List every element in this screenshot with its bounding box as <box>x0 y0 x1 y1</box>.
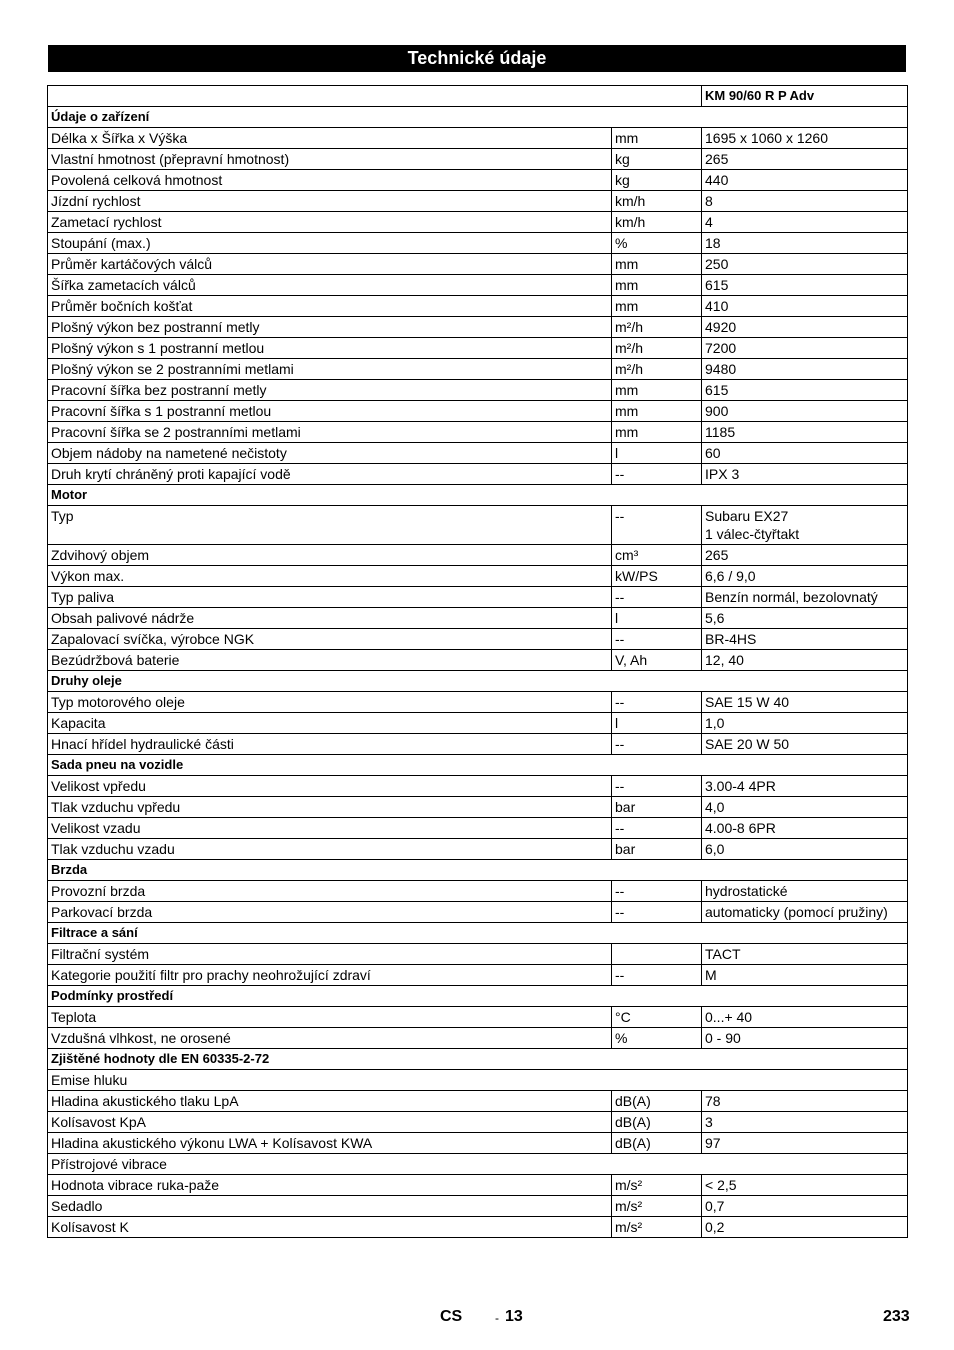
footer-section-page: 13 <box>505 1308 523 1325</box>
param-value: 60 <box>702 443 908 464</box>
param-label: Typ motorového oleje <box>48 692 612 713</box>
table-row <box>48 506 908 545</box>
param-label: Druh krytí chráněný proti kapající vodě <box>48 464 612 485</box>
param-label: Hladina akustického výkonu LWA + Kolísavost KWA <box>48 1133 612 1154</box>
param-unit: mm <box>612 128 702 149</box>
param-unit: mm <box>612 275 702 296</box>
param-value: 615 <box>702 275 908 296</box>
param-value: 4.00-8 6PR <box>702 818 908 839</box>
param-unit: mm <box>612 296 702 317</box>
table-row <box>48 254 908 275</box>
param-label: Jízdní rychlost <box>48 191 612 212</box>
param-label: Hladina akustického tlaku LpA <box>48 1091 612 1112</box>
param-value: 265 <box>702 545 908 566</box>
section-row <box>48 860 908 881</box>
param-unit: m/s² <box>612 1175 702 1196</box>
table-row <box>48 338 908 359</box>
param-label: Velikost vpředu <box>48 776 612 797</box>
table-row <box>48 797 908 818</box>
param-unit: °C <box>612 1007 702 1028</box>
param-value: 3.00-4 4PR <box>702 776 908 797</box>
param-label: Parkovací brzda <box>48 902 612 923</box>
table-row <box>48 776 908 797</box>
table-row <box>48 839 908 860</box>
param-value: 1695 x 1060 x 1260 <box>702 128 908 149</box>
param-label: Výkon max. <box>48 566 612 587</box>
page-title: Technické údaje <box>48 45 906 72</box>
section-title: Brzda <box>48 860 908 881</box>
param-value: 4,0 <box>702 797 908 818</box>
table-row <box>48 608 908 629</box>
param-label: Zametací rychlost <box>48 212 612 233</box>
section-row <box>48 1049 908 1070</box>
table-row <box>48 629 908 650</box>
section-row <box>48 485 908 506</box>
table-row <box>48 965 908 986</box>
param-unit: cm³ <box>612 545 702 566</box>
param-unit: -- <box>612 692 702 713</box>
param-value: 7200 <box>702 338 908 359</box>
param-value: 0 - 90 <box>702 1028 908 1049</box>
section-row <box>48 986 908 1007</box>
param-unit: dB(A) <box>612 1091 702 1112</box>
param-label: Kolísavost K <box>48 1217 612 1238</box>
param-label: Kategorie použití filtr pro prachy neohrožující zdraví <box>48 965 612 986</box>
param-value: TACT <box>702 944 908 965</box>
param-label: Délka x Šířka x Výška <box>48 128 612 149</box>
param-label: Plošný výkon se 2 postranními metlami <box>48 359 612 380</box>
param-label: Hodnota vibrace ruka-paže <box>48 1175 612 1196</box>
param-unit: kW/PS <box>612 566 702 587</box>
spec-table <box>47 85 908 1238</box>
param-value: 1185 <box>702 422 908 443</box>
section-title: Zjištěné hodnoty dle EN 60335-2-72 <box>48 1049 908 1070</box>
param-value: 6,6 / 9,0 <box>702 566 908 587</box>
table-row <box>48 1217 908 1238</box>
param-label: Průměr kartáčových válců <box>48 254 612 275</box>
param-value: 410 <box>702 296 908 317</box>
section-title: Motor <box>48 485 908 506</box>
param-label: Filtrační systém <box>48 944 612 965</box>
table-row <box>48 1133 908 1154</box>
param-value: 0...+ 40 <box>702 1007 908 1028</box>
param-value: 250 <box>702 254 908 275</box>
footer-language: CS <box>440 1308 463 1325</box>
param-unit: -- <box>612 881 702 902</box>
param-unit: km/h <box>612 191 702 212</box>
param-unit: dB(A) <box>612 1112 702 1133</box>
param-value: Benzín normál, bezolovnatý <box>702 587 908 608</box>
table-row <box>48 1007 908 1028</box>
param-label: Typ <box>48 506 612 545</box>
footer-page-number: 233 <box>883 1308 910 1325</box>
section-row <box>48 755 908 776</box>
table-row <box>48 296 908 317</box>
table-row <box>48 881 908 902</box>
table-row <box>48 464 908 485</box>
param-value: 440 <box>702 170 908 191</box>
section-row <box>48 671 908 692</box>
param-value: 3 <box>702 1112 908 1133</box>
param-value: 0,7 <box>702 1196 908 1217</box>
param-unit: l <box>612 443 702 464</box>
section-title: Druhy oleje <box>48 671 908 692</box>
table-row <box>48 422 908 443</box>
param-unit: l <box>612 713 702 734</box>
param-unit: -- <box>612 464 702 485</box>
param-unit: mm <box>612 422 702 443</box>
param-value: 0,2 <box>702 1217 908 1238</box>
param-unit: mm <box>612 401 702 422</box>
param-unit: V, Ah <box>612 650 702 671</box>
table-row <box>48 1175 908 1196</box>
param-unit: km/h <box>612 212 702 233</box>
param-value: 900 <box>702 401 908 422</box>
table-row <box>48 212 908 233</box>
table-row <box>48 587 908 608</box>
param-label: Bezúdržbová baterie <box>48 650 612 671</box>
param-label: Objem nádoby na nametené nečistoty <box>48 443 612 464</box>
param-unit: mm <box>612 380 702 401</box>
param-label: Pracovní šířka se 2 postranními metlami <box>48 422 612 443</box>
param-value: IPX 3 <box>702 464 908 485</box>
table-row <box>48 944 908 965</box>
param-unit: m²/h <box>612 338 702 359</box>
table-row <box>48 380 908 401</box>
footer-dash: - <box>495 1311 499 1325</box>
param-value: 615 <box>702 380 908 401</box>
param-value: 97 <box>702 1133 908 1154</box>
param-label: Pracovní šířka bez postranní metly <box>48 380 612 401</box>
param-label: Obsah palivové nádrže <box>48 608 612 629</box>
param-unit: -- <box>612 629 702 650</box>
param-unit: m/s² <box>612 1196 702 1217</box>
table-row <box>48 275 908 296</box>
param-unit: -- <box>612 965 702 986</box>
param-unit: bar <box>612 797 702 818</box>
param-unit: mm <box>612 254 702 275</box>
table-row <box>48 401 908 422</box>
subsection-title: Přístrojové vibrace <box>48 1154 908 1175</box>
param-value: SAE 15 W 40 <box>702 692 908 713</box>
param-label: Hnací hřídel hydraulické části <box>48 734 612 755</box>
param-unit: dB(A) <box>612 1133 702 1154</box>
param-unit: bar <box>612 839 702 860</box>
param-value: 4920 <box>702 317 908 338</box>
param-value: 18 <box>702 233 908 254</box>
table-row <box>48 566 908 587</box>
param-unit: -- <box>612 587 702 608</box>
param-value: 12, 40 <box>702 650 908 671</box>
param-label: Velikost vzadu <box>48 818 612 839</box>
param-value: < 2,5 <box>702 1175 908 1196</box>
table-row <box>48 902 908 923</box>
table-row <box>48 317 908 338</box>
table-row <box>48 1091 908 1112</box>
section-row <box>48 923 908 944</box>
param-label: Provozní brzda <box>48 881 612 902</box>
param-label: Vzdušná vlhkost, ne orosené <box>48 1028 612 1049</box>
param-unit: m/s² <box>612 1217 702 1238</box>
param-label: Pracovní šířka s 1 postranní metlou <box>48 401 612 422</box>
param-label: Zapalovací svíčka, výrobce NGK <box>48 629 612 650</box>
param-label: Kapacita <box>48 713 612 734</box>
table-header-row <box>48 86 908 107</box>
section-title: Údaje o zařízení <box>48 107 908 128</box>
param-label: Kolísavost KpA <box>48 1112 612 1133</box>
param-unit: -- <box>612 902 702 923</box>
param-label: Plošný výkon s 1 postranní metlou <box>48 338 612 359</box>
table-row <box>48 650 908 671</box>
table-row <box>48 545 908 566</box>
table-row <box>48 233 908 254</box>
table-row <box>48 692 908 713</box>
param-value: BR-4HS <box>702 629 908 650</box>
param-value: 1,0 <box>702 713 908 734</box>
param-unit: -- <box>612 734 702 755</box>
section-title: Podmínky prostředí <box>48 986 908 1007</box>
param-label: Průměr bočních košťat <box>48 296 612 317</box>
table-row <box>48 149 908 170</box>
param-label: Stoupání (max.) <box>48 233 612 254</box>
param-value: SAE 20 W 50 <box>702 734 908 755</box>
param-label: Tlak vzduchu vpředu <box>48 797 612 818</box>
param-unit <box>612 944 702 965</box>
param-unit: m²/h <box>612 317 702 338</box>
param-unit: l <box>612 608 702 629</box>
param-unit: -- <box>612 776 702 797</box>
param-value: 6,0 <box>702 839 908 860</box>
header-empty-cell <box>48 86 702 107</box>
table-row <box>48 128 908 149</box>
section-row <box>48 107 908 128</box>
param-label: Plošný výkon bez postranní metly <box>48 317 612 338</box>
param-unit: m²/h <box>612 359 702 380</box>
param-value: 265 <box>702 149 908 170</box>
param-label: Šířka zametacích válců <box>48 275 612 296</box>
param-value: hydrostatické <box>702 881 908 902</box>
subsection-row <box>48 1070 908 1091</box>
param-unit: kg <box>612 149 702 170</box>
param-unit: -- <box>612 818 702 839</box>
param-label: Vlastní hmotnost (přepravní hmotnost) <box>48 149 612 170</box>
table-row <box>48 443 908 464</box>
param-value: 8 <box>702 191 908 212</box>
param-value: 4 <box>702 212 908 233</box>
subsection-title: Emise hluku <box>48 1070 908 1091</box>
subsection-row <box>48 1154 908 1175</box>
section-title: Filtrace a sání <box>48 923 908 944</box>
table-row <box>48 1028 908 1049</box>
param-value: M <box>702 965 908 986</box>
table-row <box>48 191 908 212</box>
param-value: 9480 <box>702 359 908 380</box>
param-label: Povolená celková hmotnost <box>48 170 612 191</box>
param-label: Sedadlo <box>48 1196 612 1217</box>
param-value: automaticky (pomocí pružiny) <box>702 902 908 923</box>
param-label: Zdvihový objem <box>48 545 612 566</box>
table-row <box>48 170 908 191</box>
table-row <box>48 359 908 380</box>
param-unit: -- <box>612 506 702 545</box>
param-label: Tlak vzduchu vzadu <box>48 839 612 860</box>
param-value: 78 <box>702 1091 908 1112</box>
param-unit: % <box>612 233 702 254</box>
section-title: Sada pneu na vozidle <box>48 755 908 776</box>
param-unit: kg <box>612 170 702 191</box>
param-value: Subaru EX27 1 válec-čtyřtakt <box>702 506 908 545</box>
table-row <box>48 818 908 839</box>
model-header: KM 90/60 R P Adv <box>702 86 908 107</box>
param-value: 5,6 <box>702 608 908 629</box>
table-row <box>48 734 908 755</box>
table-row <box>48 1196 908 1217</box>
param-unit: % <box>612 1028 702 1049</box>
param-label: Typ paliva <box>48 587 612 608</box>
param-label: Teplota <box>48 1007 612 1028</box>
table-row <box>48 1112 908 1133</box>
table-row <box>48 713 908 734</box>
